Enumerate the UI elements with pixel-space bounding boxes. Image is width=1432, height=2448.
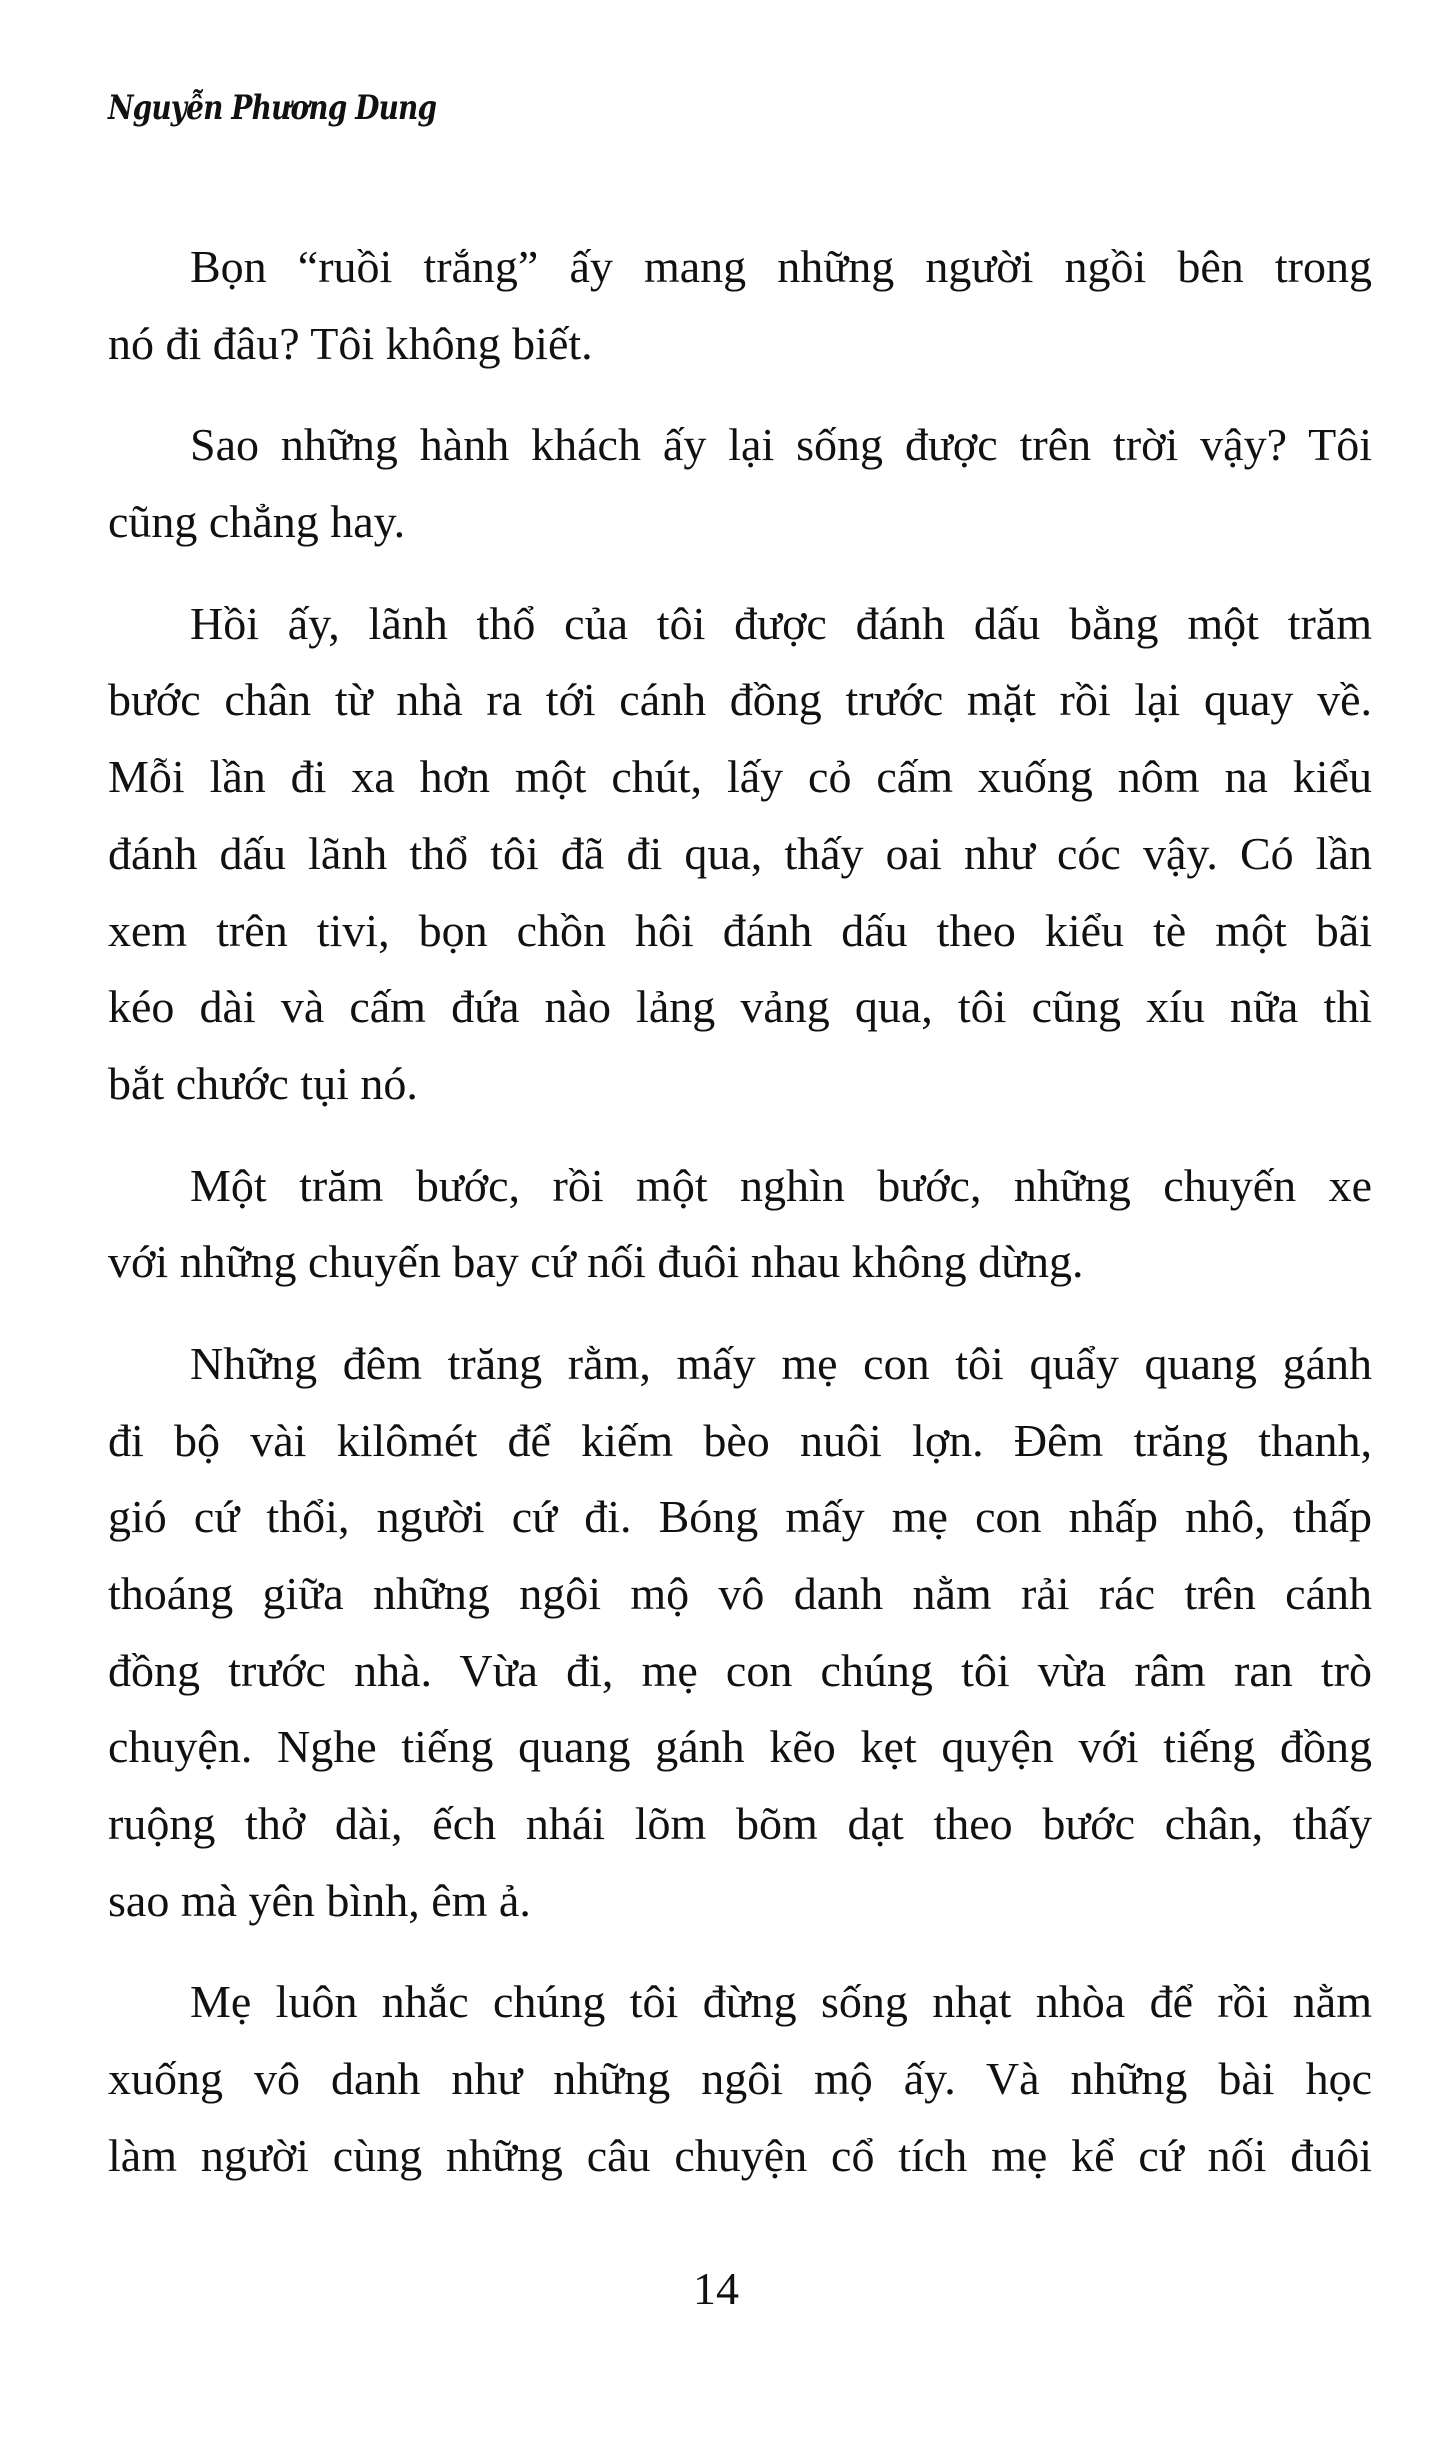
text-line: bước chân từ nhà ra tới cánh đồng trước mặt rồi lại quay về. [108, 674, 1372, 726]
text-line: nó đi đâu? Tôi không biết. [108, 317, 593, 369]
paragraph [108, 1964, 1372, 2194]
text-line: Mỗi lần đi xa hơn một chút, lấy cỏ cấm xuống nôm na kiểu [108, 751, 1372, 803]
text-line: Sao những hành khách ấy lại sống được trên trời vậy? Tôi [190, 419, 1372, 471]
paragraph [108, 407, 1372, 560]
paragraph [108, 586, 1372, 1123]
text-line: đi bộ vài kilômét để kiếm bèo nuôi lợn. Đêm trăng thanh, [108, 1414, 1372, 1466]
text-line: đánh dấu lãnh thổ tôi đã đi qua, thấy oai như cóc vậy. Có lần [108, 827, 1372, 879]
paragraph [108, 229, 1372, 382]
text-line: ruộng thở dài, ếch nhái lõm bõm dạt theo bước chân, thấy [108, 1798, 1372, 1850]
page-number: 14 [693, 2263, 739, 2314]
text-line: gió cứ thổi, người cứ đi. Bóng mấy mẹ con nhấp nhô, thấp [108, 1491, 1372, 1543]
running-header-author: Nguyễn Phương Dung [108, 88, 437, 128]
text-line: làm người cùng những câu chuyện cổ tích mẹ kể cứ nối đuôi [108, 2129, 1372, 2181]
paragraph [108, 1148, 1372, 1301]
text-line: đồng trước nhà. Vừa đi, mẹ con chúng tôi vừa râm ran trò [108, 1644, 1372, 1696]
text-line: thoáng giữa những ngôi mộ vô danh nằm rải rác trên cánh [108, 1568, 1372, 1619]
text-line: bắt chước tụi nó. [108, 1057, 418, 1109]
text-line: Hồi ấy, lãnh thổ của tôi được đánh dấu bằng một trăm [190, 597, 1372, 649]
text-line: xuống vô danh như những ngôi mộ ấy. Và những bài học [108, 2053, 1372, 2105]
text-line: xem trên tivi, bọn chồn hôi đánh dấu theo kiểu tè một bãi [108, 904, 1372, 956]
body-text [108, 229, 1372, 2220]
text-line: chuyện. Nghe tiếng quang gánh kẽo kẹt quyện với tiếng đồng [108, 1721, 1372, 1773]
text-line: Những đêm trăng rằm, mấy mẹ con tôi quẩy quang gánh [190, 1337, 1372, 1389]
text-line: cũng chẳng hay. [108, 496, 406, 548]
text-line: Một trăm bước, rồi một nghìn bước, những chuyến xe [190, 1159, 1372, 1211]
text-line: kéo dài và cấm đứa nào lảng vảng qua, tôi cũng xíu nữa thì [108, 981, 1372, 1033]
text-line: sao mà yên bình, êm ả. [108, 1874, 531, 1926]
paragraph [108, 1326, 1372, 1940]
text-line: Bọn “ruồi trắng” ấy mang những người ngồi bên trong [190, 241, 1372, 292]
text-line: với những chuyến bay cứ nối đuôi nhau không dừng. [108, 1236, 1084, 1288]
text-line: Mẹ luôn nhắc chúng tôi đừng sống nhạt nhòa để rồi nằm [190, 1976, 1372, 2028]
